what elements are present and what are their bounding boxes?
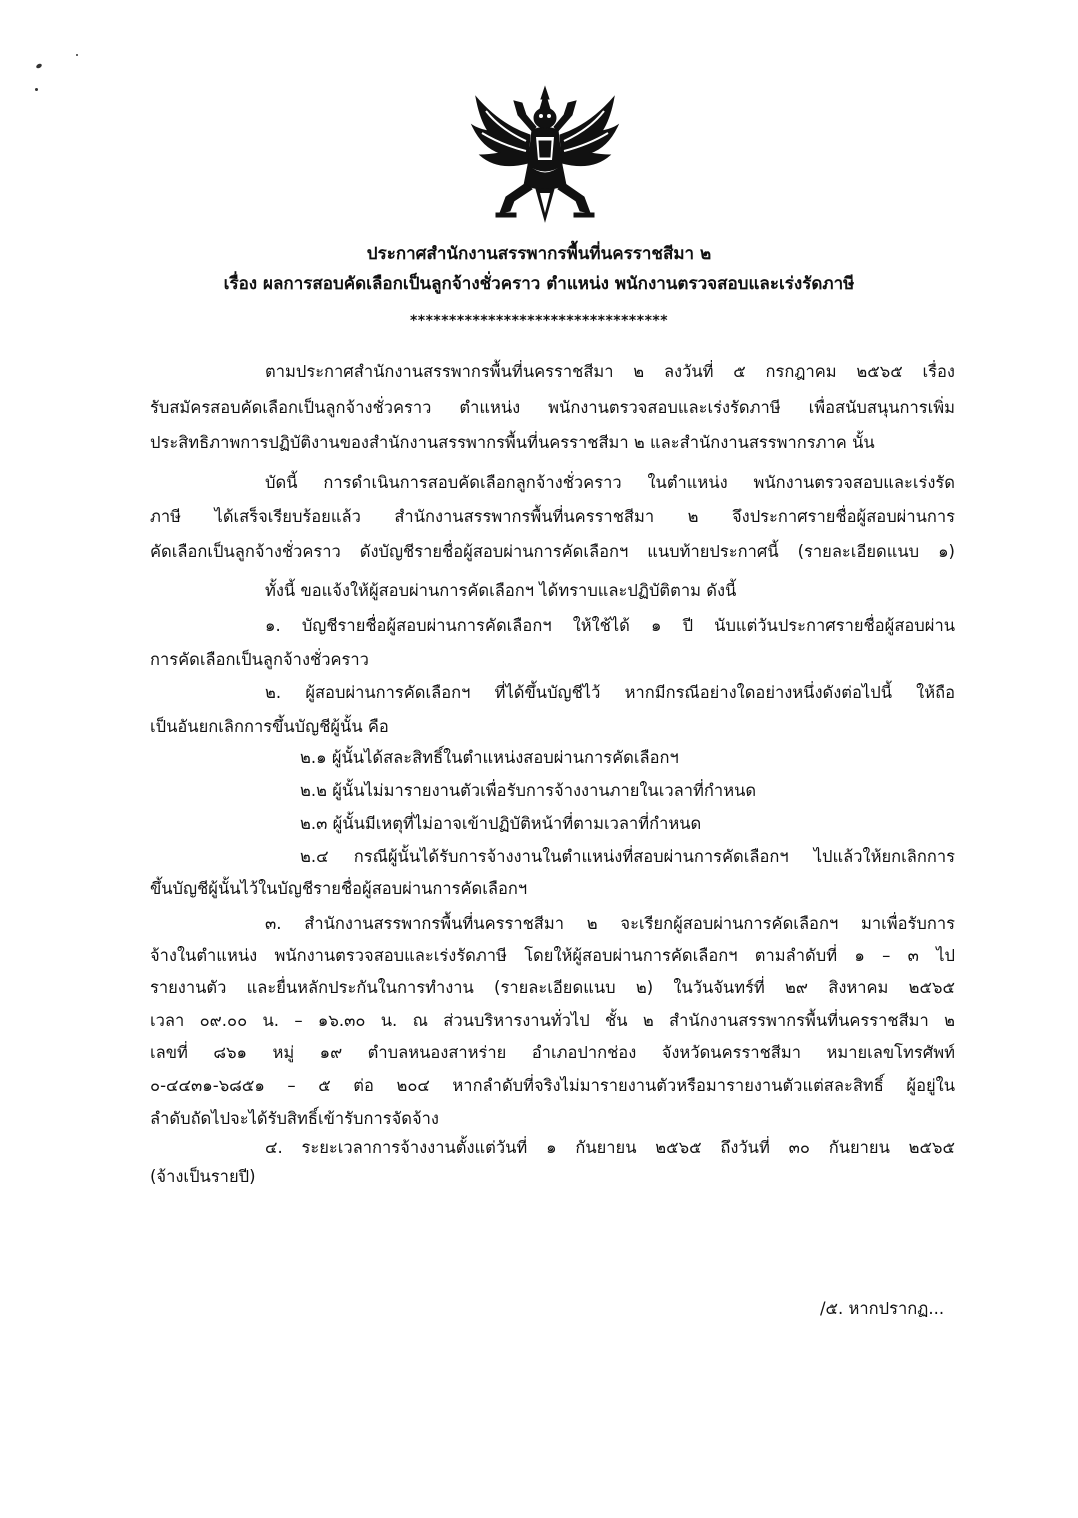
- paragraph-2-line-3: คัดเลือกเป็นลูกจ้างชั่วคราว ดังบัญชีรายชื่อผู้สอบผ่านการคัดเลือกฯ แนบท้ายประกาศนี้ (รายละเอียดแนบ ๑): [150, 542, 955, 561]
- item-3-line-1: ๓. สำนักงานสรรพากรพื้นที่นครราชสีมา ๒ จะเรียกผู้สอบผ่านการคัดเลือกฯ มาเพื่อรับการ: [265, 914, 955, 933]
- item-2-4-line-1: ๒.๔ กรณีผู้นั้นได้รับการจ้างงานในตำแหน่งที่สอบผ่านการคัดเลือกฯ ไปแล้วให้ยกเลิกการ: [300, 847, 955, 866]
- scan-speck: [35, 88, 38, 91]
- item-3-line-4: เวลา ๐๙.๐๐ น. – ๑๖.๓๐ น. ณ ส่วนบริหารงานทั่วไป ชั้น ๒ สำนักงานสรรพากรพื้นที่นครราชสีมา ๒: [150, 1011, 955, 1030]
- paragraph-2-line-2: ภาษี ได้เสร็จเรียบร้อยแล้ว สำนักงานสรรพากรพื้นที่นครราชสีมา ๒ จึงประกาศรายชื่อผู้สอบผ่านการ: [150, 507, 955, 526]
- scan-speck: [76, 54, 78, 56]
- item-4-line-2: (จ้างเป็นรายปี): [150, 1167, 256, 1186]
- item-2-line-2: เป็นอันยกเลิกการขึ้นบัญชีผู้นั้น คือ: [150, 717, 389, 736]
- paragraph-3: ทั้งนี้ ขอแจ้งให้ผู้สอบผ่านการคัดเลือกฯ ได้ทราบและปฏิบัติตาม ดังนี้: [265, 581, 737, 600]
- item-3-line-2: จ้างในตำแหน่ง พนักงานตรวจสอบและเร่งรัดภาษี โดยให้ผู้สอบผ่านการคัดเลือกฯ ตามลำดับที่ ๑ – ๓ ไป: [150, 946, 955, 965]
- item-1-line-2: การคัดเลือกเป็นลูกจ้างชั่วคราว: [150, 650, 369, 669]
- announcement-title: ประกาศสำนักงานสรรพากรพื้นที่นครราชสีมา ๒: [366, 244, 712, 264]
- separator-line: *********************************: [409, 313, 669, 329]
- continuation-marker: /๕. หากปรากฏ...: [820, 1299, 945, 1318]
- item-1-line-1: ๑. บัญชีรายชื่อผู้สอบผ่านการคัดเลือกฯ ให้ใช้ได้ ๑ ปี นับแต่วันประกาศรายชื่อผู้สอบผ่าน: [265, 616, 955, 635]
- item-3-line-5: เลขที่ ๘๖๑ หมู่ ๑๙ ตำบลหนองสาหร่าย อำเภอปากช่อง จังหวัดนครราชสีมา หมายเลขโทรศัพท์: [150, 1043, 955, 1062]
- garuda-emblem-icon: [470, 85, 620, 225]
- item-2-2: ๒.๒ ผู้นั้นไม่มารายงานตัวเพื่อรับการจ้างงานภายในเวลาที่กำหนด: [300, 781, 757, 800]
- paragraph-1-line-2: รับสมัครสอบคัดเลือกเป็นลูกจ้างชั่วคราว ตำแหน่ง พนักงานตรวจสอบและเร่งรัดภาษี เพื่อสนับสนุนการเพิ่ม: [150, 398, 955, 417]
- item-3-line-7: ลำดับถัดไปจะได้รับสิทธิ์เข้ารับการจัดจ้าง: [150, 1109, 439, 1128]
- item-3-line-3: รายงานตัว และยื่นหลักประกันในการทำงาน (รายละเอียดแนบ ๒) ในวันจันทร์ที่ ๒๙ สิงหาคม ๒๕๖๕: [150, 978, 955, 997]
- paragraph-1-line-3: ประสิทธิภาพการปฏิบัติงานของสำนักงานสรรพากรพื้นที่นครราชสีมา ๒ และสำนักงานสรรพากรภาค นั้น: [150, 433, 875, 452]
- item-2-4-line-2: ขึ้นบัญชีผู้นั้นไว้ในบัญชีรายชื่อผู้สอบผ่านการคัดเลือกฯ: [150, 879, 528, 898]
- item-2-line-1: ๒. ผู้สอบผ่านการคัดเลือกฯ ที่ได้ขึ้นบัญชีไว้ หากมีกรณีอย่างใดอย่างหนึ่งดังต่อไปนี้ ให้ถือ: [265, 683, 955, 702]
- item-2-3: ๒.๓ ผู้นั้นมีเหตุที่ไม่อาจเข้าปฏิบัติหน้าที่ตามเวลาที่กำหนด: [300, 814, 702, 833]
- item-4-line-1: ๔. ระยะเวลาการจ้างงานตั้งแต่วันที่ ๑ กันยายน ๒๕๖๕ ถึงวันที่ ๓๐ กันยายน ๒๕๖๕: [265, 1138, 955, 1157]
- scan-speck: [35, 63, 42, 69]
- item-2-1: ๒.๑ ผู้นั้นได้สละสิทธิ์ในตำแหน่งสอบผ่านการคัดเลือกฯ: [300, 748, 679, 767]
- paragraph-2-line-1: บัดนี้ การดำเนินการสอบคัดเลือกลูกจ้างชั่วคราว ในตำแหน่ง พนักงานตรวจสอบและเร่งรัด: [265, 473, 955, 492]
- paragraph-1-line-1: ตามประกาศสำนักงานสรรพากรพื้นที่นครราชสีมา ๒ ลงวันที่ ๕ กรกฎาคม ๒๕๖๕ เรื่อง: [265, 362, 955, 381]
- announcement-subject: เรื่อง ผลการสอบคัดเลือกเป็นลูกจ้างชั่วคราว ตำแหน่ง พนักงานตรวจสอบและเร่งรัดภาษี: [223, 274, 855, 294]
- item-3-line-6: ๐-๔๔๓๑-๖๘๕๑ – ๕ ต่อ ๒๐๔ หากลำดับที่จริงไม่มารายงานตัวหรือมารายงานตัวแต่สละสิทธิ์ ผู้อยู่ใน: [150, 1076, 955, 1095]
